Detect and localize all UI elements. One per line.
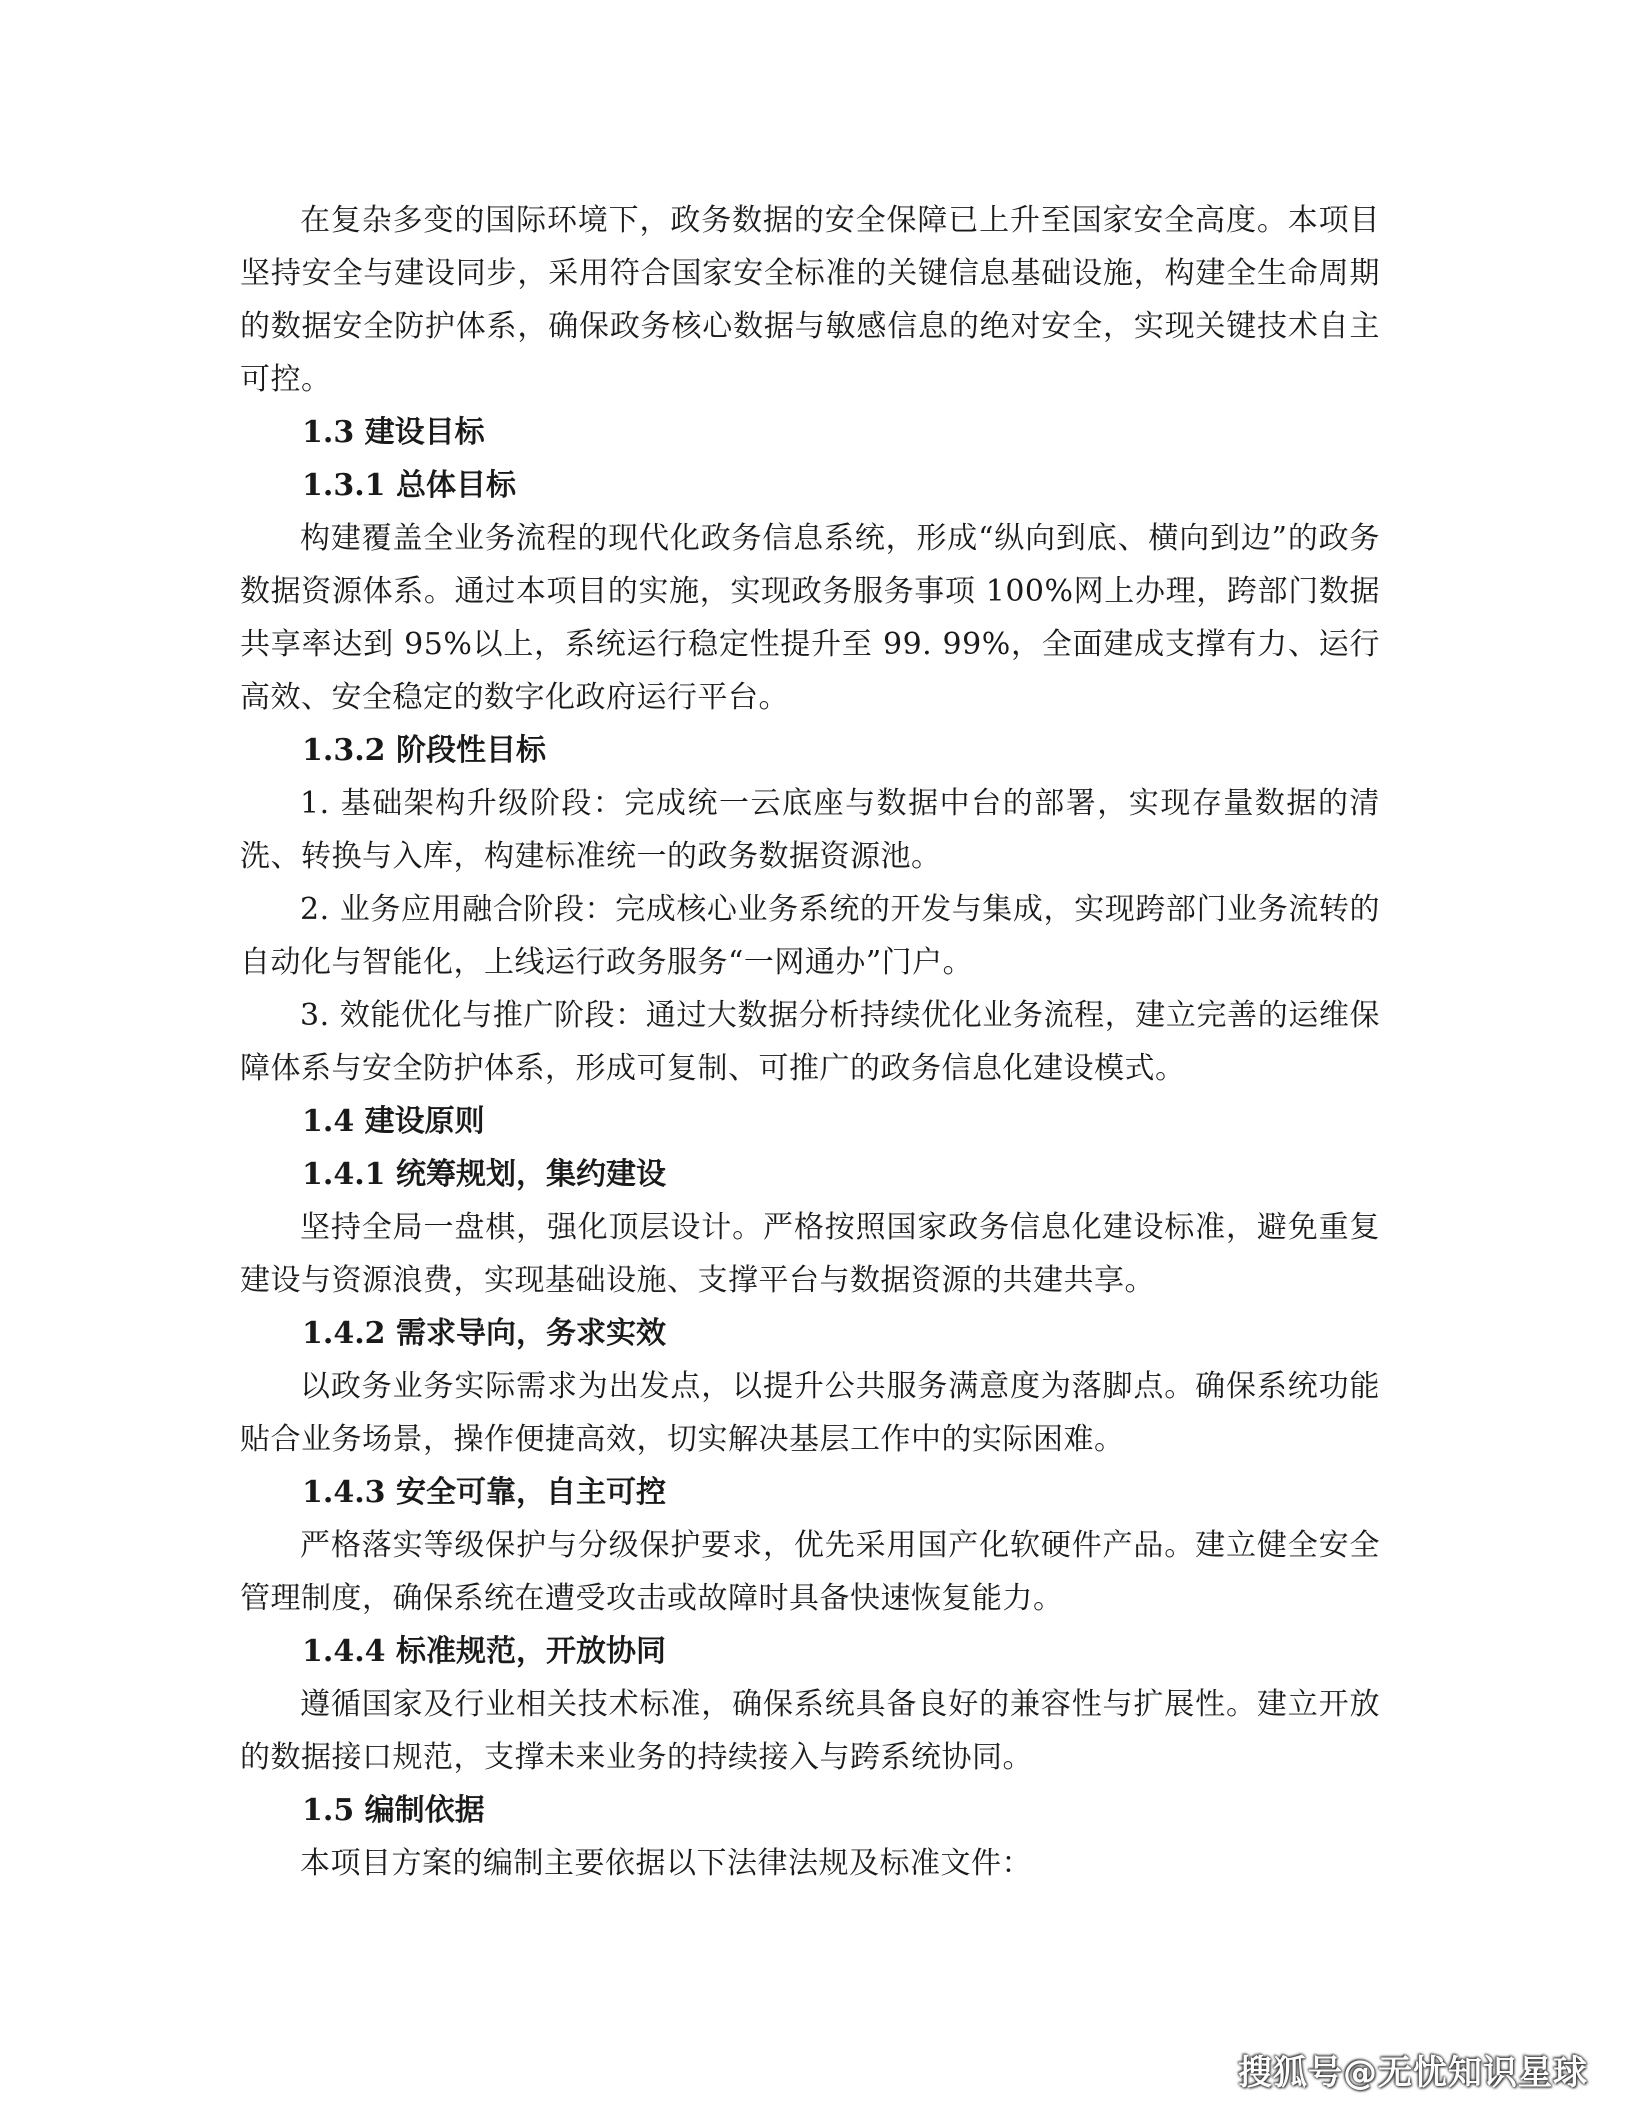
principle-4-paragraph: 遵循国家及行业相关技术标准，确保系统具备良好的兼容性与扩展性。建立开放的数据接口规范，支撑未来业务的持续接入与跨系统协同。 (240, 1687, 1380, 1775)
section-heading-1-3: 1.3 建设目标 (302, 415, 485, 450)
basis-paragraph: 本项目方案的编制主要依据以下法律法规及标准文件： (300, 1846, 1032, 1881)
section-heading-1-3-1: 1.3.1 总体目标 (302, 468, 516, 503)
stage-goal-item-2: 2. 业务应用融合阶段：完成核心业务系统的开发与集成，实现跨部门业务流转的自动化与智能化，上线运行政务服务“一网通办”门户。 (240, 892, 1380, 980)
section-heading-1-4-3: 1.4.3 安全可靠，自主可控 (302, 1475, 666, 1510)
stage-goal-item-1: 1. 基础架构升级阶段：完成统一云底座与数据中台的部署，实现存量数据的清洗、转换与入库，构建标准统一的政务数据资源池。 (240, 786, 1380, 874)
section-heading-1-4-1: 1.4.1 统筹规划，集约建设 (302, 1157, 666, 1192)
watermark: 搜狐号@无忧知识星球 (1238, 2053, 1588, 2093)
section-heading-1-3-2: 1.3.2 阶段性目标 (302, 733, 546, 768)
principle-2-paragraph: 以政务业务实际需求为出发点，以提升公共服务满意度为落脚点。确保系统功能贴合业务场景，操作便捷高效，切实解决基层工作中的实际困难。 (240, 1369, 1380, 1457)
intro-paragraph: 在复杂多变的国际环境下，政务数据的安全保障已上升至国家安全高度。本项目坚持安全与建设同步，采用符合国家安全标准的关键信息基础设施，构建全生命周期的数据安全防护体系，确保政务核心数据与敏感信息的绝对安全，实现关键技术自主可控。 (240, 203, 1380, 397)
section-heading-1-4-2: 1.4.2 需求导向，务求实效 (302, 1316, 666, 1351)
overall-goal-paragraph: 构建覆盖全业务流程的现代化政务信息系统，形成“纵向到底、横向到边”的政务数据资源体系。通过本项目的实施，实现政务服务事项 100%网上办理，跨部门数据共享率达到 95%以上，系统运行稳定性提升至 99. 99%，全面建成支撑有力、运行高效、安全稳定的数字化政府运行平台。 (240, 521, 1380, 715)
section-heading-1-5: 1.5 编制依据 (302, 1793, 485, 1828)
section-heading-1-4: 1.4 建设原则 (302, 1104, 485, 1139)
section-heading-1-4-4: 1.4.4 标准规范，开放协同 (302, 1634, 666, 1669)
principle-1-paragraph: 坚持全局一盘棋，强化顶层设计。严格按照国家政务信息化建设标准，避免重复建设与资源浪费，实现基础设施、支撑平台与数据资源的共建共享。 (240, 1210, 1380, 1298)
stage-goal-item-3: 3. 效能优化与推广阶段：通过大数据分析持续优化业务流程，建立完善的运维保障体系与安全防护体系，形成可复制、可推广的政务信息化建设模式。 (240, 998, 1380, 1086)
document-page (240, 194, 1380, 1890)
principle-3-paragraph: 严格落实等级保护与分级保护要求，优先采用国产化软硬件产品。建立健全安全管理制度，确保系统在遭受攻击或故障时具备快速恢复能力。 (240, 1528, 1380, 1616)
